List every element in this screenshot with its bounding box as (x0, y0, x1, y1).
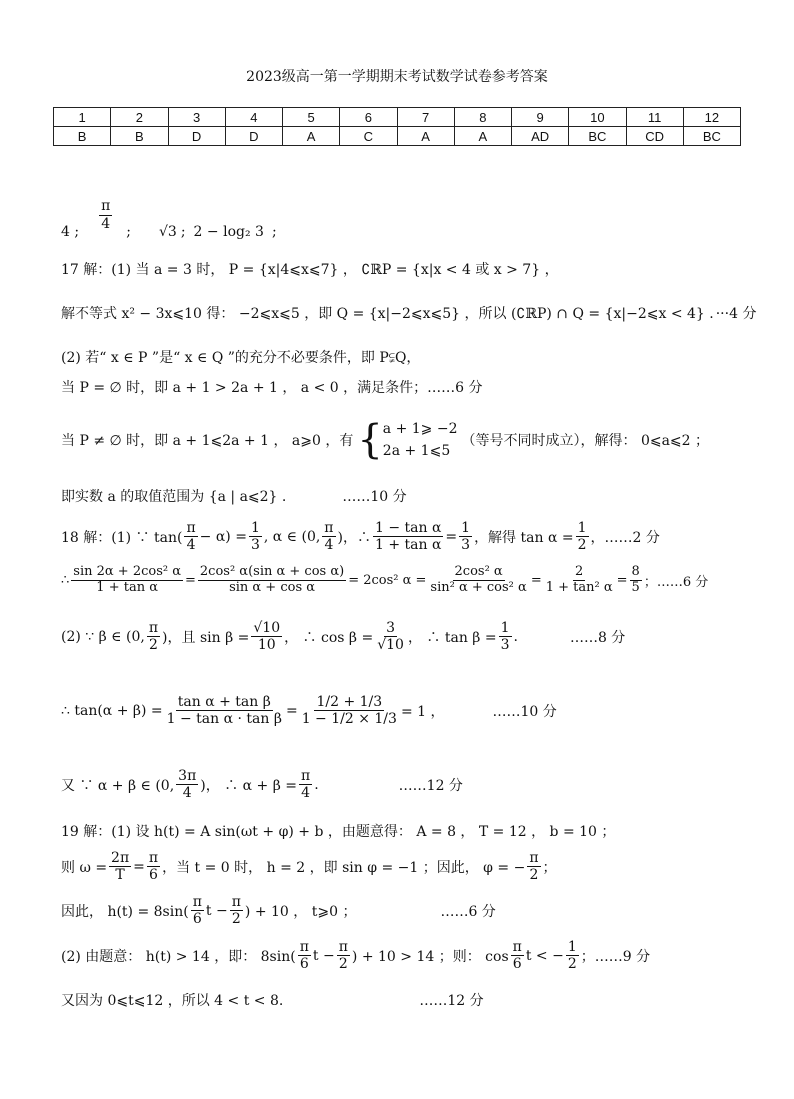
answer-cell: A (283, 127, 340, 146)
fill-answer-15: √3 (159, 224, 177, 240)
question-number-cell: 4 (225, 108, 282, 127)
inequality-system: { a + 1⩾ −2 2a + 1⩽5 (357, 417, 458, 464)
question-number-cell: 7 (397, 108, 454, 127)
q19-line-4: (2) 由题意： h(t) > 14 ，即： 8sin( $\frac{\pi}{6}$ t − $\frac{\pi}{2}$ ) + 10 > 14 ；则： cos $\frac{\pi}{6}$ t < − $\frac{1}{2}$ ；……9 分 (61, 939, 651, 973)
question-number-cell: 9 (512, 108, 569, 127)
q18-line-1: 18 解：(1) ∵ tan( $\frac{\pi}{4}$ − α) = $\frac{1}{3}$ , α ∈ (0, $\frac{\pi}{4}$ )，∴ $\frac{\text{1 − tan α}}{\text{1 + tan α}}$ = $\frac{1}{3}$ ，解得 tan α = $\frac{1}{2}$ ，……2 分 (61, 520, 660, 554)
question-number-cell: 3 (168, 108, 225, 127)
answer-cell: BC (569, 127, 626, 146)
fill-answer-16: 2 − log₂ 3 (193, 224, 264, 240)
answer-cell: CD (626, 127, 683, 146)
question-number-cell: 6 (340, 108, 397, 127)
q17-line-1: 17 解：(1) 当 a = 3 时， P = {x|4⩽x⩽7} ， ∁ℝP = {x|x < 4 或 x > 7} ， (61, 262, 559, 278)
q17-line-2: 解不等式 x² − 3x⩽10 得： −2⩽x⩽5 ，即 Q = {x|−2⩽x⩽5} ，所以 (∁ℝP) ∩ Q = {x|−2⩽x < 4} . ···4 分 (61, 306, 757, 322)
answer-cell: A (397, 127, 454, 146)
question-number-cell: 5 (283, 108, 340, 127)
page-title: 2023级高一第一学期期末考试数学试卷参考答案 (246, 69, 548, 85)
answer-cell: B (111, 127, 168, 146)
q17-line-5: 当 P ≠ ∅ 时，即 a + 1⩽2a + 1 ， a⩾0 ，有 { a + 1⩾ −2 2a + 1⩽5 （等号不同时成立），解得： 0⩽a⩽2 ； (61, 417, 710, 464)
q17-line-3: (2) 若“ x ∈ P ”是“ x ∈ Q ”的充分不必要条件，即 P⫋Q， (61, 350, 421, 366)
answer-cell: D (225, 127, 282, 146)
answer-table (53, 107, 741, 146)
answer-cell: D (168, 127, 225, 146)
q17-line-6: 即实数 a 的取值范围为 {a | a⩽2} . ……10 分 (61, 489, 407, 505)
q19-line-2: 则 ω = $\frac{2\pi}{T}$ = $\frac{\pi}{6}$ ，当 t = 0 时， h = 2 ，即 sin φ = −1 ；因此， φ = − $\frac{\pi}{2}$ ； (61, 850, 557, 884)
question-number-cell: 11 (626, 108, 683, 127)
answer-table-answer-row (54, 127, 741, 146)
question-number-cell: 2 (111, 108, 168, 127)
q19-line-1: 19 解：(1) 设 h(t) = A sin(ωt + φ) + b ，由题意得： A = 8 ， T = 12 ， b = 10 ； (61, 824, 616, 840)
q18-line-4: ∴ tan(α + β) = $\frac{\text{tan α + tan β}}{\text{1 − tan α · tan β}}$ = $\frac{1/2 + 1/3}{1 - 1/2 \times 1/3}$ = 1 ， ……10 分 (61, 694, 557, 728)
question-number-cell: 1 (54, 108, 111, 127)
fill-answer-14: $\frac{\pi}{4}$ (101, 198, 111, 232)
answer-cell: C (340, 127, 397, 146)
question-number-cell: 10 (569, 108, 626, 127)
q17-line-4: 当 P = ∅ 时，即 a + 1 > 2a + 1 ， a < 0 ，满足条件；……6 分 (61, 380, 483, 396)
q18-line-2: ∴ $\frac{\text{sin 2α + 2cos² α}}{\text{1 + tan α}}$ = $\frac{\text{2cos² α(sin α + cos α)}}{\text{sin α + cos α}}$ = 2cos² α = $\frac{\text{2cos² α}}{\text{sin² α + cos² α}}$ = $\frac{2}{\text{1 + tan² α}}$ = $\frac{8}{5}$ ；……6 分 (61, 564, 709, 595)
answer-cell: BC (683, 127, 740, 146)
fill-answer-13: 4 ; (61, 224, 80, 240)
answer-table-header-row (54, 108, 741, 127)
question-number-cell: 8 (454, 108, 511, 127)
answer-cell: AD (512, 127, 569, 146)
answer-cell: B (54, 127, 111, 146)
q19-line-3: 因此， h(t) = 8sin( $\frac{\pi}{6}$ t − $\frac{\pi}{2}$ ) + 10 ， t⩾0 ； ……6 分 (61, 894, 496, 928)
fill-blank-answers: 4 ; $\frac{\pi}{4}$ ; √3 ; 2 − log₂ 3 ; (61, 198, 277, 240)
q18-line-5: 又 ∵ α + β ∈ (0, $\frac{3\pi}{4}$ )， ∴ α + β = $\frac{\pi}{4}$ . ……12 分 (61, 768, 463, 802)
q18-line-3: (2) ∵ β ∈ (0, $\frac{\pi}{2}$ )，且 sin β = $\frac{√10}{10}$ ， ∴ cos β = $\frac{3}{√10}$ ， ∴ tan β = $\frac{1}{3}$ . ……8 分 (61, 620, 626, 654)
question-number-cell: 12 (683, 108, 740, 127)
q19-line-5: 又因为 0⩽t⩽12 ，所以 4 < t < 8. ……12 分 (61, 993, 484, 1009)
answer-cell: A (454, 127, 511, 146)
